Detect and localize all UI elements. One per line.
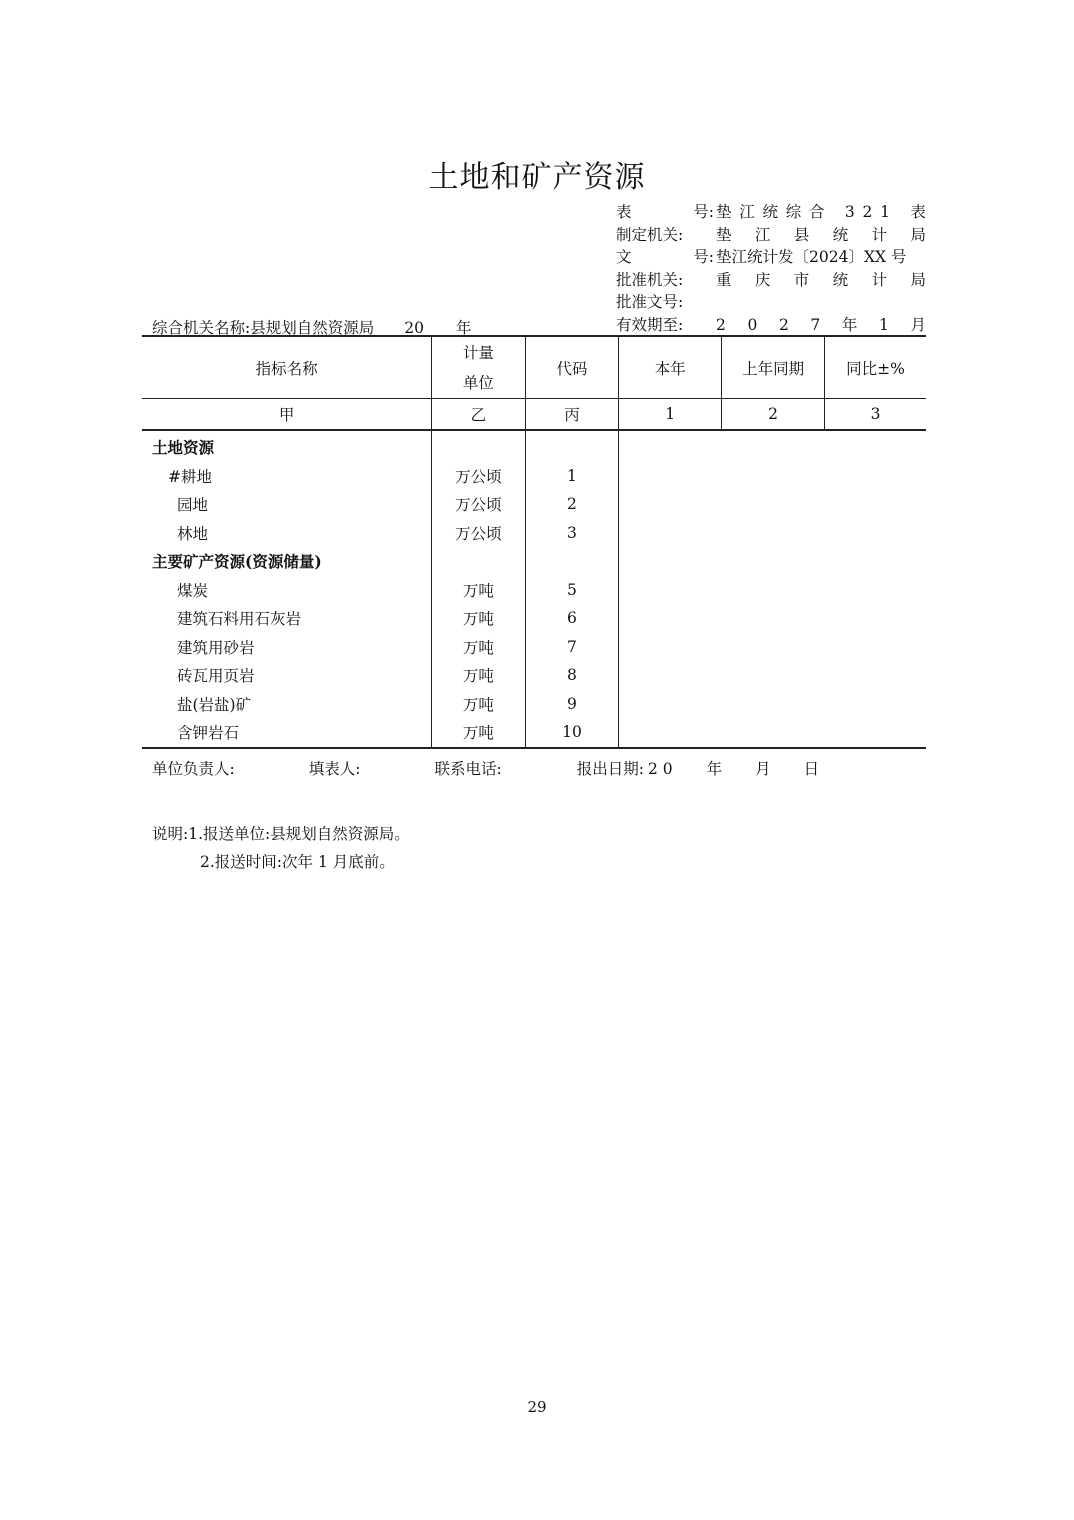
row-unit: 万公顷 [432, 490, 525, 519]
subheader-last-year: 2 [722, 399, 825, 431]
row-yoy [825, 718, 926, 748]
row-this-year [619, 576, 722, 605]
row-this-year [619, 718, 722, 748]
row-unit [432, 547, 525, 576]
row-unit [432, 430, 525, 462]
meta-char: 统 [832, 270, 849, 289]
meta-issuer-label: 制定机关: [616, 225, 684, 244]
meta-doc-no-value: 垫江统计发〔2024〕XX 号 [716, 248, 907, 266]
row-this-year [619, 519, 722, 548]
meta-approval-no [616, 291, 926, 314]
meta-char: 1 [880, 203, 891, 221]
row-unit: 万公顷 [432, 519, 525, 548]
header-unit-line1: 计量 [462, 343, 494, 362]
row-name: 砖瓦用页岩 [177, 667, 255, 686]
row-yoy [825, 490, 926, 519]
row-this-year [619, 547, 722, 576]
row-last-year [722, 604, 825, 633]
table-row [142, 718, 926, 748]
table-row [142, 576, 926, 605]
row-code: 5 [525, 576, 619, 605]
table-row [142, 519, 926, 548]
footer-day: 日 [803, 760, 820, 778]
meta-char: 统 [832, 225, 849, 244]
row-name: 园地 [177, 496, 209, 515]
meta-char: 江 [754, 225, 771, 244]
row-yoy [825, 633, 926, 662]
row-this-year [619, 690, 722, 719]
meta-char: 0 [747, 315, 758, 334]
meta-approver-label: 批准机关: [616, 270, 684, 289]
footer-phone-label: 联系电话: [434, 760, 502, 778]
row-this-year [619, 661, 722, 690]
meta-char [832, 201, 837, 224]
header-unit [432, 336, 525, 399]
meta-valid-until [616, 314, 926, 337]
row-code: 2 [525, 490, 619, 519]
header-yoy: 同比±% [825, 336, 926, 399]
meta-char: 合 [809, 203, 825, 221]
row-unit: 万吨 [432, 661, 525, 690]
table-row [142, 633, 926, 662]
meta-table-no-label-a: 表 [616, 203, 632, 221]
meta-table-no-label-b: 号: [693, 203, 714, 221]
footer-year: 年 [706, 760, 723, 778]
meta-issuer [616, 224, 926, 247]
row-this-year [619, 490, 722, 519]
row-this-year [619, 430, 722, 462]
row-code [525, 430, 619, 462]
page-number: 29 [527, 1398, 547, 1416]
meta-char: 1 [878, 315, 889, 334]
row-last-year [722, 576, 825, 605]
page-title: 土地和矿产资源 [428, 160, 646, 195]
meta-char: 市 [793, 270, 810, 289]
row-name: 煤炭 [177, 581, 209, 600]
form-metadata [616, 201, 926, 336]
footer-month: 月 [755, 760, 771, 778]
row-this-year [619, 604, 722, 633]
meta-approval-no-value [716, 291, 926, 314]
row-name: #耕地 [168, 467, 212, 486]
statistics-table [142, 335, 926, 749]
row-last-year [722, 519, 825, 548]
subheader-code: 丙 [525, 399, 619, 431]
row-name: 含钾岩石 [177, 724, 240, 743]
row-code: 3 [525, 519, 619, 548]
row-code: 9 [525, 690, 619, 719]
row-name: 主要矿产资源(资源储量) [152, 552, 322, 572]
row-unit: 万吨 [432, 604, 525, 633]
note-line-1: 说明:1.报送单位:县规划自然资源局。 [152, 825, 410, 843]
meta-table-no-value [716, 201, 926, 224]
reporting-year-suffix: 年 [455, 319, 472, 337]
meta-char: 计 [871, 270, 888, 289]
table-row [142, 604, 926, 633]
meta-char: 局 [910, 225, 926, 244]
row-last-year [722, 633, 825, 662]
meta-char: 3 [844, 203, 855, 221]
row-unit: 万吨 [432, 718, 525, 748]
meta-char: 江 [739, 203, 755, 221]
table-row [142, 430, 926, 462]
row-name: 土地资源 [152, 438, 215, 458]
meta-char: 综 [785, 203, 802, 221]
meta-valid-until-value [716, 314, 926, 337]
header-this-year: 本年 [619, 336, 722, 399]
row-code: 1 [525, 462, 619, 491]
meta-char [898, 201, 903, 224]
meta-doc-no [616, 246, 926, 269]
row-yoy [825, 519, 926, 548]
row-name: 建筑用砂岩 [177, 638, 255, 657]
meta-approval-no-label: 批准文号: [616, 293, 684, 311]
meta-char: 局 [910, 270, 926, 289]
row-unit: 万吨 [432, 576, 525, 605]
meta-char: 月 [910, 315, 926, 334]
meta-approver-value [716, 269, 926, 292]
header-name: 指标名称 [255, 359, 318, 378]
meta-approver [616, 269, 926, 292]
signature-line [152, 757, 819, 779]
row-yoy [825, 430, 926, 462]
row-code: 10 [525, 718, 619, 748]
meta-doc-no-label-a: 文 [616, 248, 632, 266]
meta-char: 年 [841, 315, 858, 334]
meta-char: 垫 [716, 203, 732, 221]
row-yoy [825, 661, 926, 690]
reporting-unit-label: 综合机关名称:县规划自然资源局 [152, 319, 375, 337]
row-name: 建筑石料用石灰岩 [177, 610, 302, 629]
reporting-year-prefix: 20 [404, 319, 424, 337]
notes [152, 820, 410, 876]
table-row [142, 547, 926, 576]
row-last-year [722, 430, 825, 462]
meta-char: 庆 [754, 270, 771, 289]
row-last-year [722, 462, 825, 491]
meta-char: 2 [716, 315, 726, 334]
header-code: 代码 [525, 336, 619, 399]
header-unit-line2: 单位 [462, 373, 494, 392]
note-line-2: 2.报送时间:次年 1 月底前。 [200, 853, 395, 871]
meta-char: 垫 [716, 225, 732, 244]
meta-doc-no-label-b: 号: [693, 248, 714, 266]
row-last-year [722, 718, 825, 748]
row-code: 7 [525, 633, 619, 662]
meta-char: 统 [762, 203, 779, 221]
meta-valid-until-label: 有效期至: [616, 315, 684, 334]
subheader-name: 甲 [278, 406, 295, 424]
row-yoy [825, 462, 926, 491]
row-name: 盐(岩盐)矿 [177, 695, 252, 714]
table-row [142, 661, 926, 690]
table-subheader-row [142, 399, 926, 431]
row-last-year [722, 547, 825, 576]
row-last-year [722, 690, 825, 719]
table-header-row [142, 336, 926, 399]
row-unit: 万吨 [432, 690, 525, 719]
footer-date-prefix: 2 0 [647, 760, 673, 778]
row-yoy [825, 547, 926, 576]
row-yoy [825, 604, 926, 633]
footer-date-label: 报出日期: [576, 760, 644, 778]
header-last-year: 上年同期 [722, 336, 825, 399]
meta-table-no [616, 201, 926, 224]
meta-char: 重 [716, 270, 732, 289]
subheader-yoy: 3 [825, 399, 926, 431]
row-code: 6 [525, 604, 619, 633]
subheader-this-year: 1 [619, 399, 722, 431]
row-last-year [722, 490, 825, 519]
row-last-year [722, 661, 825, 690]
row-code: 8 [525, 661, 619, 690]
meta-char: 县 [793, 225, 810, 244]
meta-char: 计 [871, 225, 888, 244]
row-unit: 万公顷 [432, 462, 525, 491]
table-row [142, 490, 926, 519]
row-this-year [619, 633, 722, 662]
footer-head-label: 单位负责人: [152, 760, 235, 778]
meta-issuer-value [716, 224, 926, 247]
row-yoy [825, 576, 926, 605]
footer-filler-label: 填表人: [308, 760, 361, 778]
row-yoy [825, 690, 926, 719]
table-body [142, 430, 926, 748]
meta-char: 2 [862, 203, 873, 221]
subheader-unit: 乙 [432, 399, 525, 431]
meta-char: 2 [778, 315, 789, 334]
table-row [142, 690, 926, 719]
row-unit: 万吨 [432, 633, 525, 662]
table-row [142, 462, 926, 491]
meta-char: 表 [910, 203, 926, 221]
row-this-year [619, 462, 722, 491]
meta-char: 7 [810, 315, 821, 334]
row-name: 林地 [177, 524, 209, 543]
row-code [525, 547, 619, 576]
